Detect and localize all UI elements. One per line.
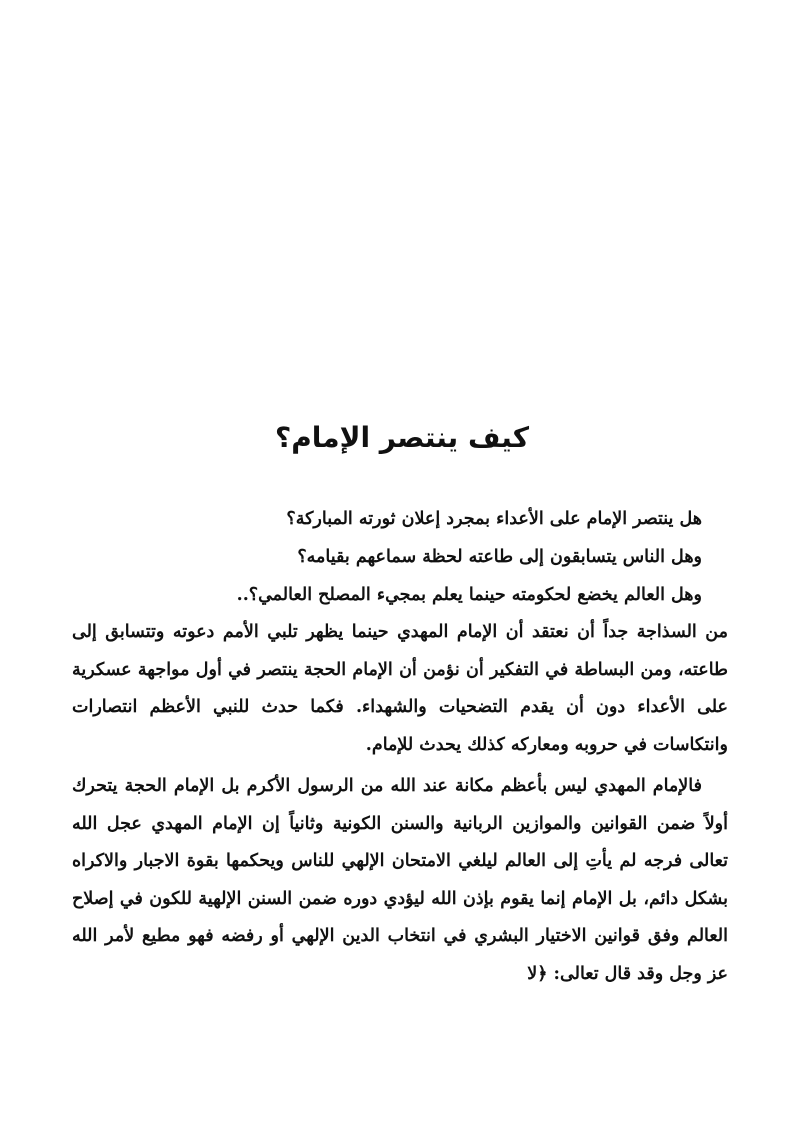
question-line: وهل الناس يتسابقون إلى طاعته لحظة سماعهم بقيامه؟ bbox=[297, 547, 702, 567]
question-line: هل ينتصر الإمام على الأعداء بمجرد إعلان ثورته المباركة؟ bbox=[286, 509, 702, 529]
body-paragraph: من السذاجة جداً أن نعتقد أن الإمام المهدي حينما يظهر تلبي الأمم دعوته وتتسابق إلى طاعته، ومن البساطة في التفكير أن نؤمن أن الإمام الحجة ينتصر في أول مواجهة عسكرية على الأعداء دون أن يقدم التضحيات والشهداء. فكما حدث للنبي الأعظم انتصارات وانتكاسات في حروبه ومعاركه كذلك يحدث للإمام. bbox=[72, 622, 728, 755]
body-paragraph: فالإمام المهدي ليس بأعظم مكانة عند الله من الرسول الأكرم بل الإمام الحجة يتحرك أولاً ضمن القوانين والموازين الربانية والسنن الكونية وثانياً إن الإمام المهدي عجل الله تعالى فرجه لم يأتِ إلى العالم ليلغي الامتحان الإلهي للناس ويحكمها بقوة الاجبار والاكراه بشكل دائم، بل الإمام إنما يقوم بإذن الله ليؤدي دوره ضمن السنن الإلهية للكون في إصلاح العالم وفق قوانين الاختيار البشري في انتخاب الدين الإلهي أو رفضه فهو مطيع لأمر الله عز وجل وقد قال تعالى: ﴿لا bbox=[72, 776, 728, 984]
question-line: وهل العالم يخضع لحكومته حينما يعلم بمجيء المصلح العالمي؟.. bbox=[236, 585, 702, 605]
chapter-title: كيف ينتصر الإمام؟ bbox=[275, 421, 529, 454]
chapter-body bbox=[72, 500, 728, 993]
